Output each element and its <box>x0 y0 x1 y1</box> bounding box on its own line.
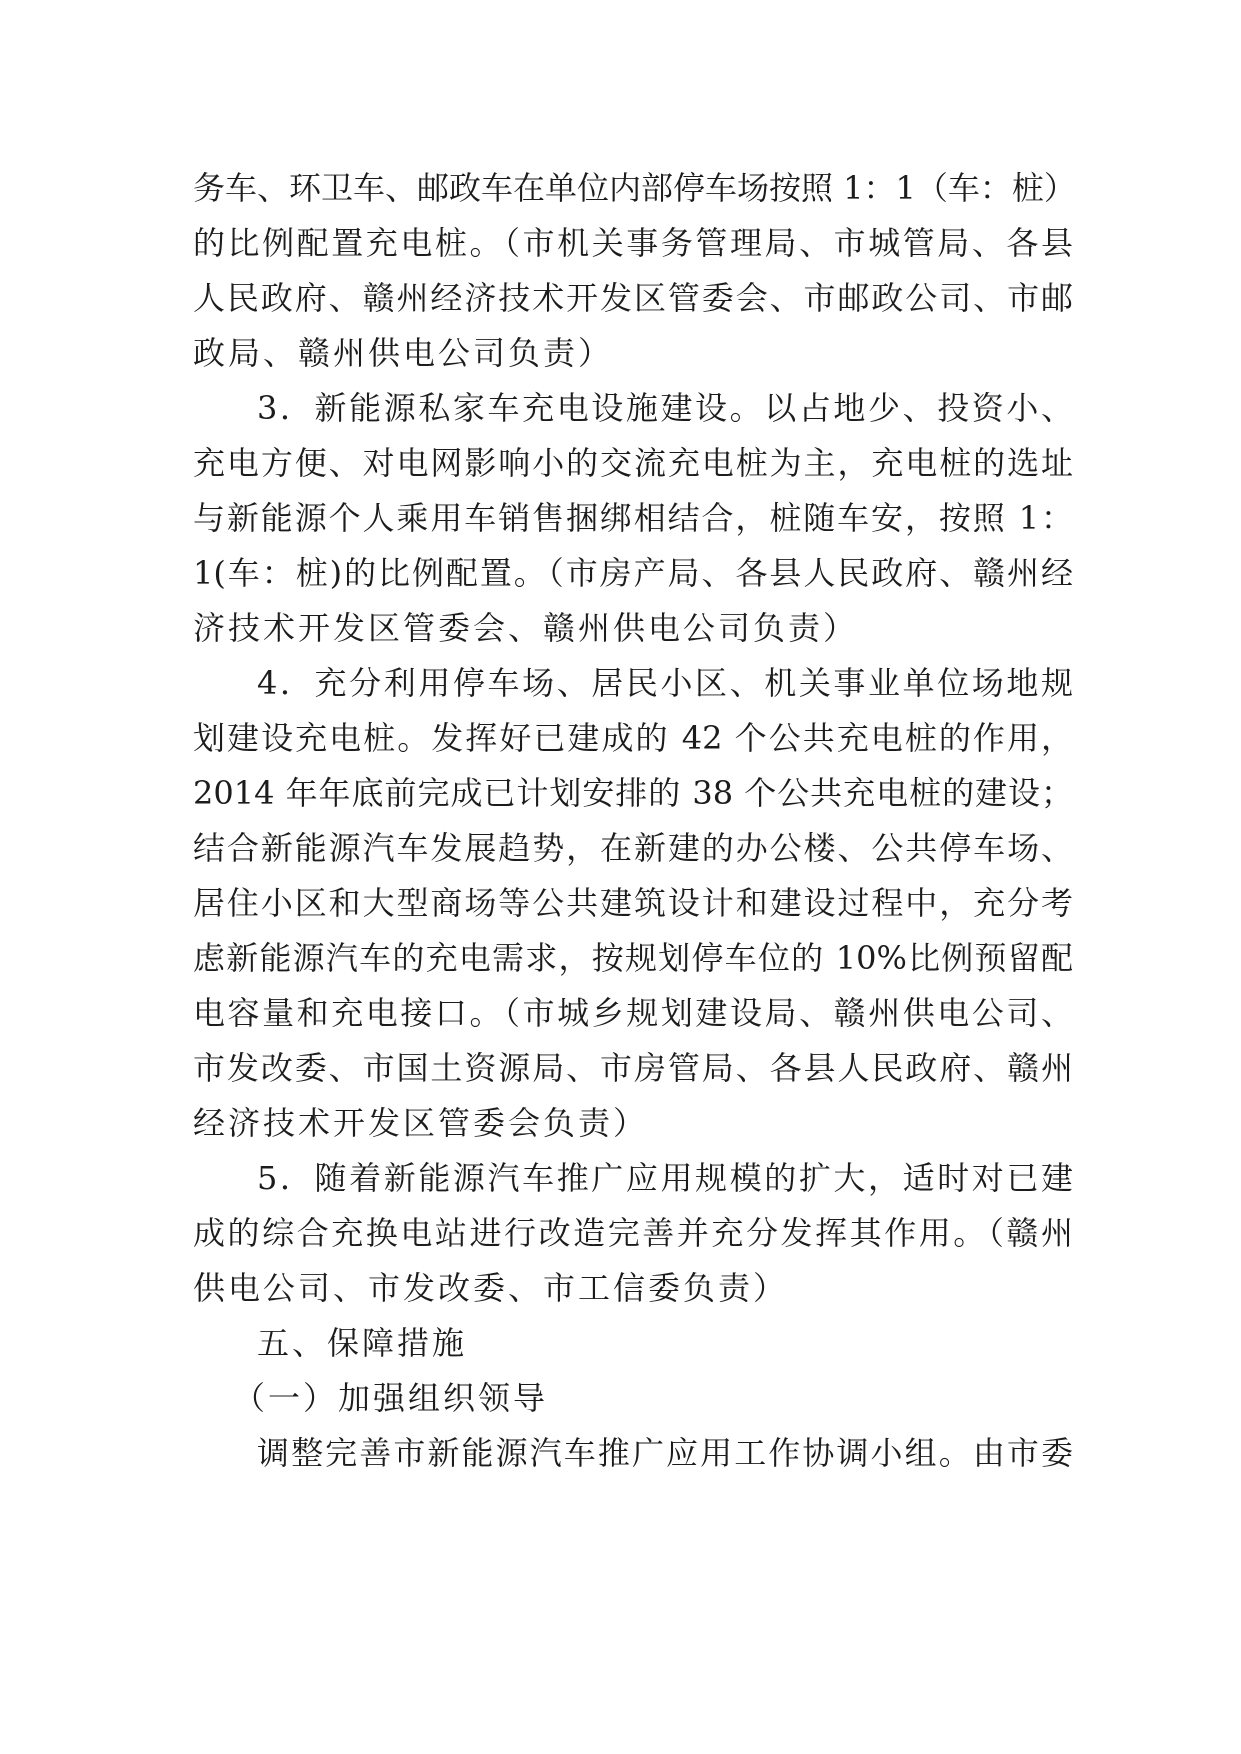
text-line: 人民政府、赣州经济技术开发区管委会、市邮政公司、市邮 <box>193 279 1073 317</box>
subsection-heading: （一）加强组织领导 <box>233 1379 549 1417</box>
document-body <box>193 161 1076 1481</box>
text-line: 的比例配置充电桩。（市机关事务管理局、市城管局、各县 <box>193 224 1073 262</box>
paragraph-start-line: 调整完善市新能源汽车推广应用工作协调小组。由市委 <box>257 1434 1073 1472</box>
paragraph-start-line: 5．随着新能源汽车推广应用规模的扩大，适时对已建 <box>257 1159 1073 1197</box>
text-line: 居住小区和大型商场等公共建筑设计和建设过程中，充分考 <box>193 884 1073 922</box>
text-line: 务车、环卫车、邮政车在单位内部停车场按照 1：1（车：桩） <box>193 169 1076 207</box>
text-line: 虑新能源汽车的充电需求，按规划停车位的 10%比例预留配 <box>193 939 1073 977</box>
text-line: 济技术开发区管委会、赣州供电公司负责） <box>193 609 859 647</box>
text-line: 2014 年年底前完成已计划安排的 38 个公共充电桩的建设； <box>193 774 1073 812</box>
text-line: 充电方便、对电网影响小的交流充电桩为主，充电桩的选址 <box>193 444 1073 482</box>
paragraph-start-line: 3．新能源私家车充电设施建设。以占地少、投资小、 <box>257 389 1073 427</box>
text-line: 1(车：桩)的比例配置。（市房产局、各县人民政府、赣州经 <box>193 554 1073 592</box>
text-line: 供电公司、市发改委、市工信委负责） <box>193 1269 789 1307</box>
text-line: 市发改委、市国土资源局、市房管局、各县人民政府、赣州 <box>193 1049 1073 1087</box>
text-line: 划建设充电桩。发挥好已建成的 42 个公共充电桩的作用， <box>193 719 1073 757</box>
text-line: 与新能源个人乘用车销售捆绑相结合，桩随车安，按照 1： <box>193 499 1073 537</box>
text-line: 政局、赣州供电公司负责） <box>193 334 614 372</box>
text-line: 经济技术开发区管委会负责） <box>193 1104 649 1142</box>
paragraph-start-line: 4．充分利用停车场、居民小区、机关事业单位场地规 <box>257 664 1073 702</box>
text-line: 成的综合充换电站进行改造完善并充分发挥其作用。（赣州 <box>193 1214 1073 1252</box>
text-line: 结合新能源汽车发展趋势，在新建的办公楼、公共停车场、 <box>193 829 1073 867</box>
text-line: 电容量和充电接口。（市城乡规划建设局、赣州供电公司、 <box>193 994 1073 1032</box>
section-heading: 五、保障措施 <box>257 1324 468 1362</box>
